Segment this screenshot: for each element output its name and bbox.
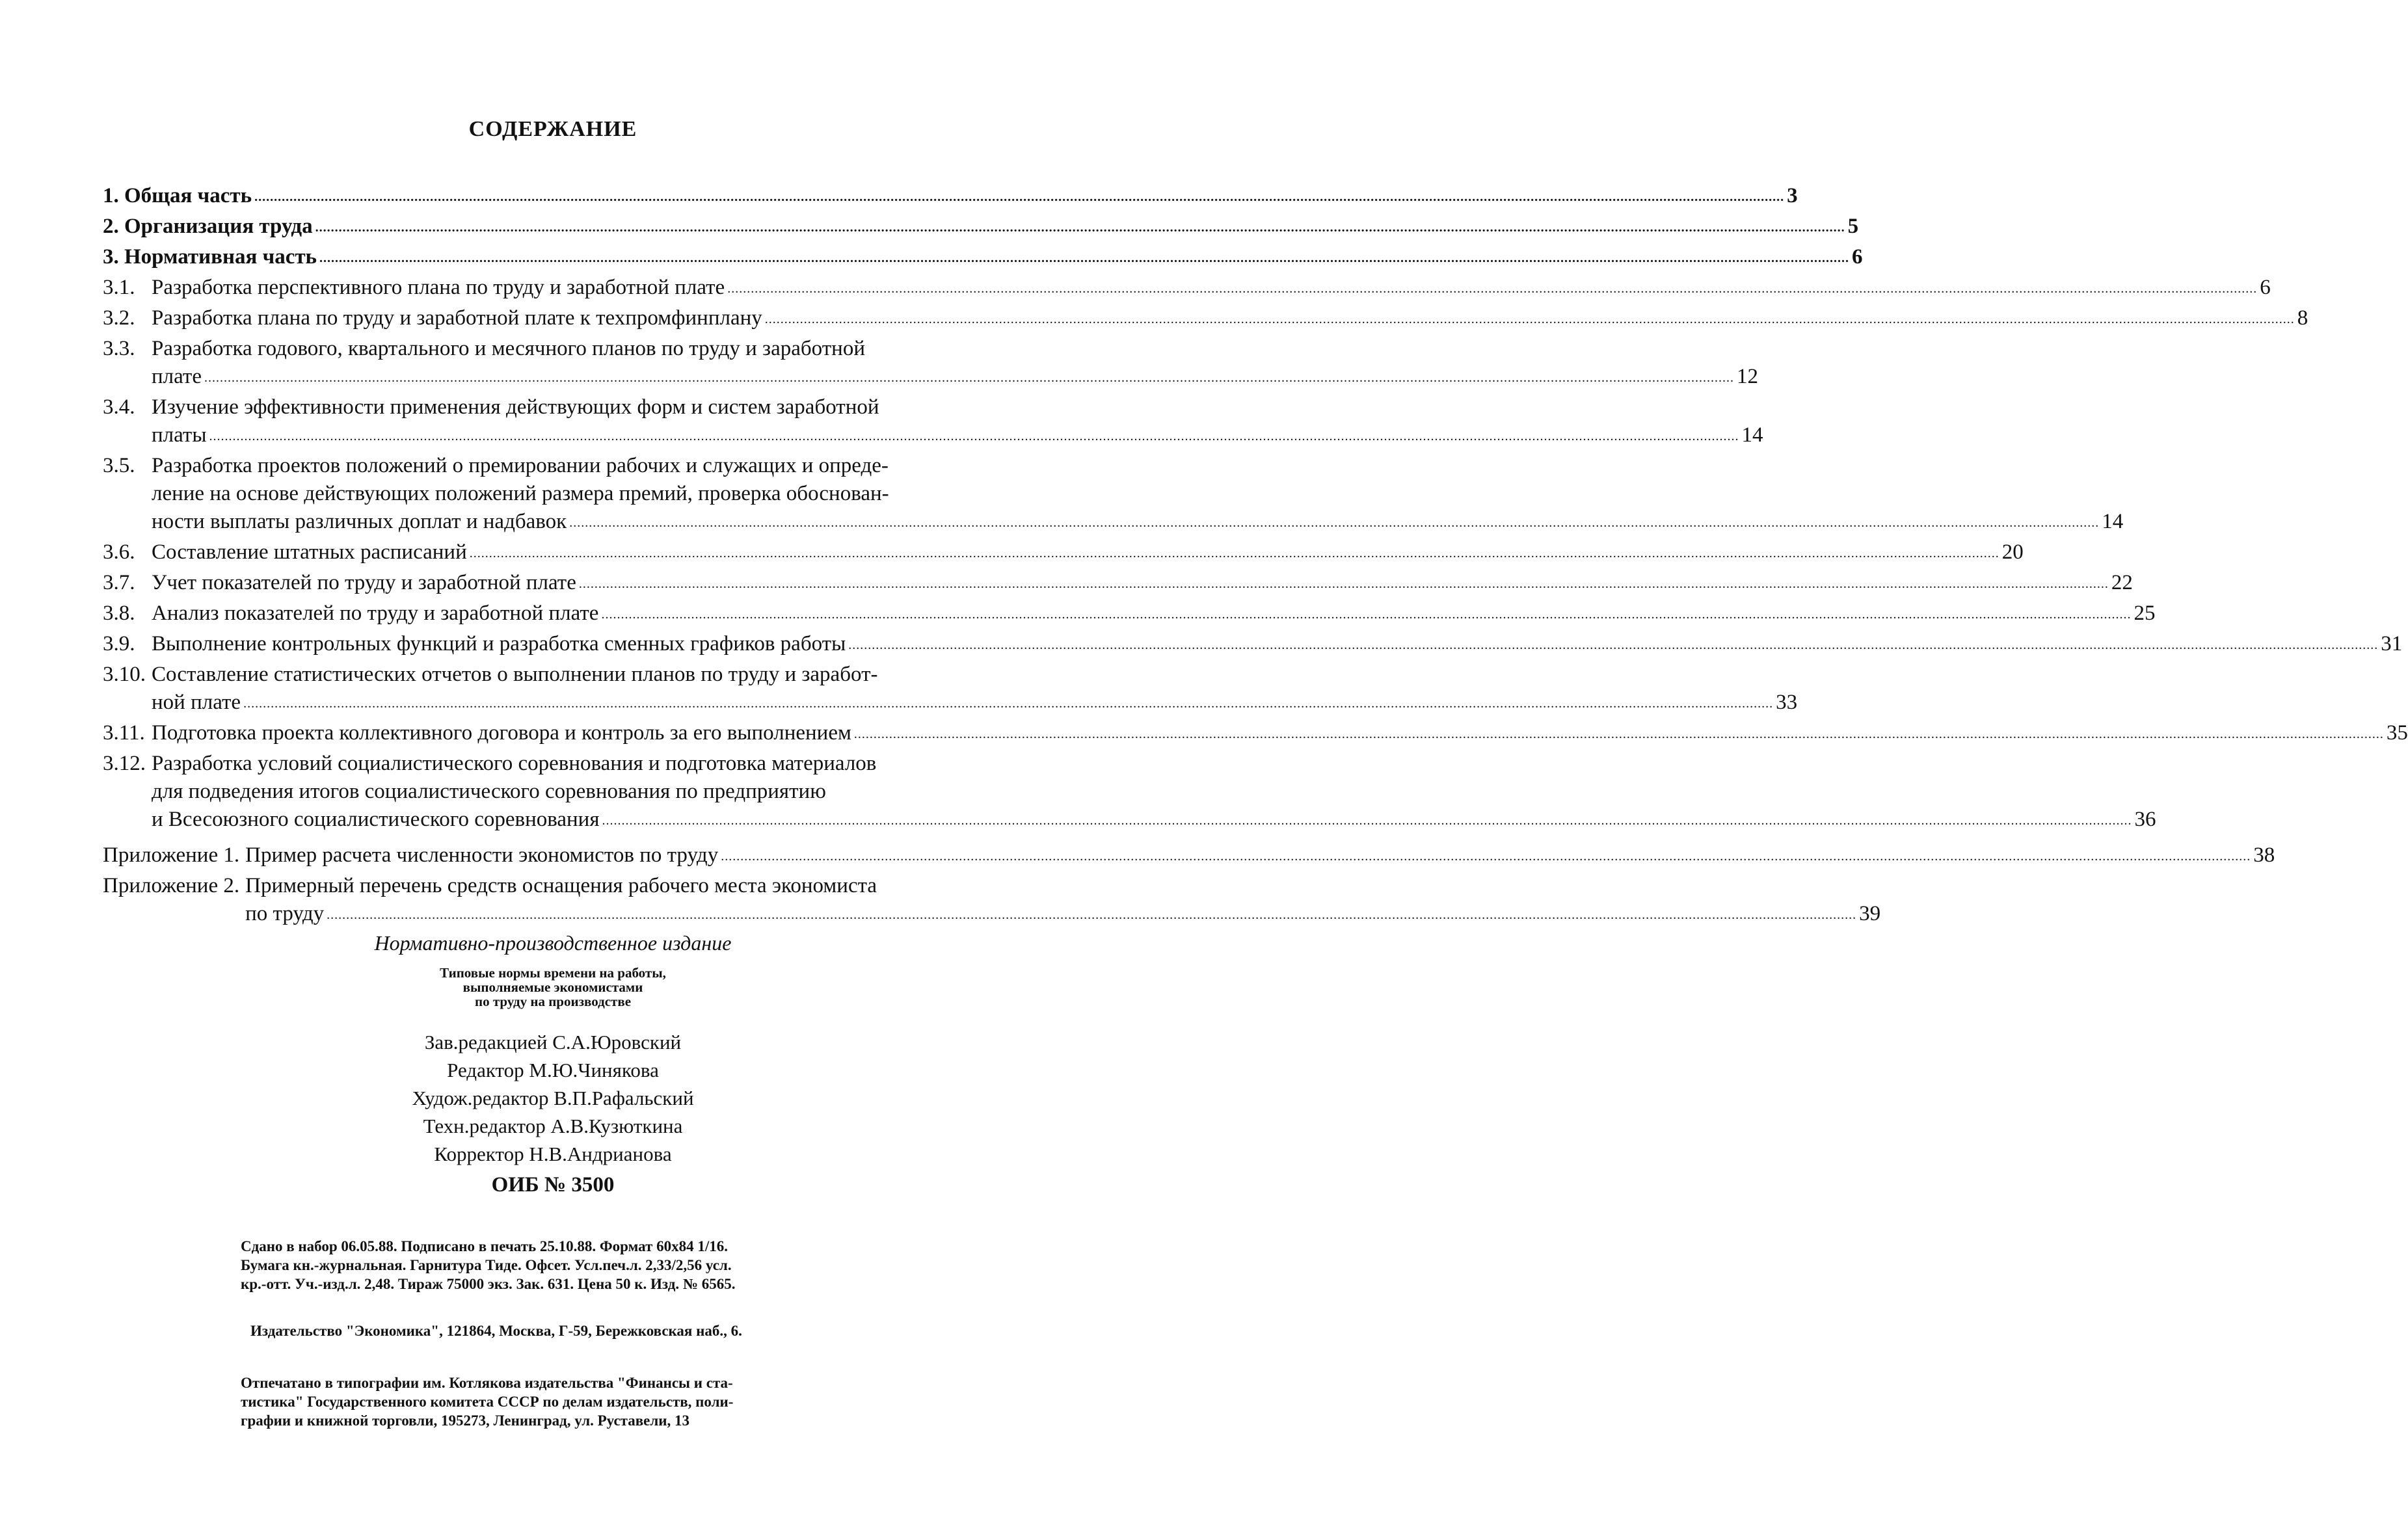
editorial-staff bbox=[0, 1028, 1106, 1168]
toc-title: Нормативная часть bbox=[124, 245, 317, 269]
printer-info: Отпечатано в типографии им. Котлякова издательства "Финансы и ста- тистика" Государственного комитета СССР по делам издательств, поли- графии и книжной торговли, 195273, Ленинград, ул. Руставели, 13 bbox=[241, 1375, 734, 1429]
staff-line: Техн.редактор А.В.Кузюткина bbox=[423, 1115, 683, 1137]
toc-entry bbox=[103, 243, 1863, 274]
toc-title-cont: ление на основе действующих положений размера премий, проверка обоснован- bbox=[152, 482, 889, 505]
toc-number: 3.8. bbox=[103, 602, 135, 625]
appendix-label: Приложение 1. bbox=[103, 843, 240, 867]
toc-entry bbox=[103, 274, 2271, 304]
toc-title: Учет показателей по труду и заработной плате bbox=[152, 571, 576, 594]
toc-title: Изучение эффективности применения действующих форм и систем заработной bbox=[152, 395, 879, 419]
toc-number: 3.11. bbox=[103, 721, 145, 745]
publisher-info: Издательство "Экономика", 121864, Москва, Г-59, Бережковская наб., 6. bbox=[250, 1323, 742, 1339]
toc-title: Разработка проектов положений о премировании рабочих и служащих и опреде- bbox=[152, 454, 889, 477]
toc-number: 3.7. bbox=[103, 571, 135, 594]
page-title: СОДЕРЖАНИЕ bbox=[468, 117, 637, 141]
staff-line: Корректор Н.В.Андрианова bbox=[434, 1143, 672, 1165]
toc-page: 14 bbox=[2102, 510, 2124, 533]
toc-entry bbox=[103, 569, 2133, 600]
toc-page: 14 bbox=[1741, 423, 1763, 447]
book-title: Типовые нормы времени на работы, выполняемые экономистами по труду на производстве bbox=[440, 965, 666, 1009]
toc-page: 33 bbox=[1776, 691, 1798, 714]
toc-page: 6 bbox=[1852, 245, 1863, 269]
toc-title-cont: платы bbox=[152, 423, 207, 447]
toc-number: 3.10. bbox=[103, 663, 146, 686]
toc-page: 31 bbox=[2381, 632, 2403, 655]
toc-number: 3.6. bbox=[103, 540, 135, 564]
toc-number: 3.5. bbox=[103, 454, 135, 477]
toc-title: Разработка годового, квартального и месячного планов по труду и заработной bbox=[152, 337, 865, 360]
toc-title: Анализ показателей по труду и заработной плате bbox=[152, 602, 599, 625]
toc-entry bbox=[103, 182, 1798, 213]
toc-page: 12 bbox=[1737, 365, 1758, 388]
toc-number: 3.4. bbox=[103, 395, 135, 419]
toc-page: 8 bbox=[2297, 306, 2308, 330]
toc-entry bbox=[103, 393, 1763, 452]
toc-title: Общая часть bbox=[124, 184, 252, 207]
toc-appendix bbox=[103, 872, 1881, 931]
toc-page: 39 bbox=[1859, 902, 1881, 925]
appendix-label: Приложение 2. bbox=[103, 874, 240, 897]
imprint-block bbox=[0, 931, 1106, 1197]
toc-title-cont: ности выплаты различных доплат и надбавок bbox=[152, 510, 567, 533]
toc-title-cont: по труду bbox=[245, 902, 325, 925]
toc-page: 3 bbox=[1787, 184, 1798, 207]
toc-page: 36 bbox=[2134, 808, 2156, 831]
toc-entry bbox=[103, 213, 1859, 243]
toc-title-cont: для подведения итогов социалистического соревнования по предприятию bbox=[152, 780, 826, 803]
toc-entry bbox=[103, 335, 1758, 393]
toc-number: 2. bbox=[103, 215, 119, 238]
toc-page: 5 bbox=[1847, 215, 1859, 238]
toc-title: Выполнение контрольных функций и разработка сменных графиков работы bbox=[152, 632, 846, 655]
toc-number: 3.12. bbox=[103, 752, 146, 775]
toc-entry bbox=[103, 538, 2024, 569]
oib-number: ОИБ № 3500 bbox=[491, 1173, 615, 1197]
toc-entry bbox=[103, 452, 2124, 538]
toc-title-cont: плате bbox=[152, 365, 202, 388]
toc-entry bbox=[103, 304, 2308, 335]
toc-title: Составление статистических отчетов о выполнении планов по труду и заработ- bbox=[152, 663, 878, 686]
staff-line: Зав.редакцией С.А.Юровский bbox=[424, 1031, 682, 1053]
toc-title: Примерный перечень средств оснащения рабочего места экономиста bbox=[245, 874, 877, 897]
toc-entry bbox=[103, 719, 2408, 750]
toc-page: 35 bbox=[2386, 721, 2408, 745]
toc-title-cont: и Всесоюзного социалистического соревнования bbox=[152, 808, 600, 831]
toc-number: 3.1. bbox=[103, 276, 135, 299]
toc-page: 6 bbox=[2260, 276, 2271, 299]
staff-line: Худож.редактор В.П.Рафальский bbox=[412, 1087, 694, 1109]
toc-number: 3. bbox=[103, 245, 119, 269]
toc-entry bbox=[103, 661, 1798, 719]
edition-type: Нормативно-производственное издание bbox=[374, 931, 732, 955]
toc-title: Организация труда bbox=[124, 215, 313, 238]
toc-title: Разработка условий социалистического соревнования и подготовка материалов bbox=[152, 752, 877, 775]
toc-appendix bbox=[103, 841, 2275, 872]
toc-number: 3.3. bbox=[103, 337, 135, 360]
toc-title-cont: ной плате bbox=[152, 691, 241, 714]
toc-title: Подготовка проекта коллективного договора и контроль за его выполнением bbox=[152, 721, 851, 745]
table-of-contents bbox=[103, 182, 2408, 931]
toc-number: 1. bbox=[103, 184, 119, 207]
toc-title: Пример расчета численности экономистов по труду bbox=[245, 843, 719, 867]
toc-entry bbox=[103, 630, 2403, 661]
toc-title: Составление штатных расписаний bbox=[152, 540, 467, 564]
toc-entry bbox=[103, 750, 2156, 836]
toc-number: 3.2. bbox=[103, 306, 135, 330]
toc-title: Разработка плана по труду и заработной плате к техпромфинплану bbox=[152, 306, 762, 330]
toc-title: Разработка перспективного плана по труду и заработной плате bbox=[152, 276, 725, 299]
print-info: Сдано в набор 06.05.88. Подписано в печать 25.10.88. Формат 60х84 1/16. Бумага кн.-журнальная. Гарнитура Тиде. Офсет. Усл.печ.л. 2,33/2,56 усл. кр.-отт. Уч.-изд.л. 2,48. Тираж 75000 экз. Зак. 631. Цена 50 к. Изд. № 6565. bbox=[241, 1238, 736, 1292]
staff-line: Редактор М.Ю.Чинякова bbox=[447, 1059, 659, 1081]
toc-page: 38 bbox=[2253, 843, 2275, 867]
toc-page: 22 bbox=[2111, 571, 2133, 594]
toc-page: 20 bbox=[2001, 540, 2024, 564]
toc-entry bbox=[103, 600, 2156, 630]
toc-number: 3.9. bbox=[103, 632, 135, 655]
toc-page: 25 bbox=[2134, 602, 2156, 625]
